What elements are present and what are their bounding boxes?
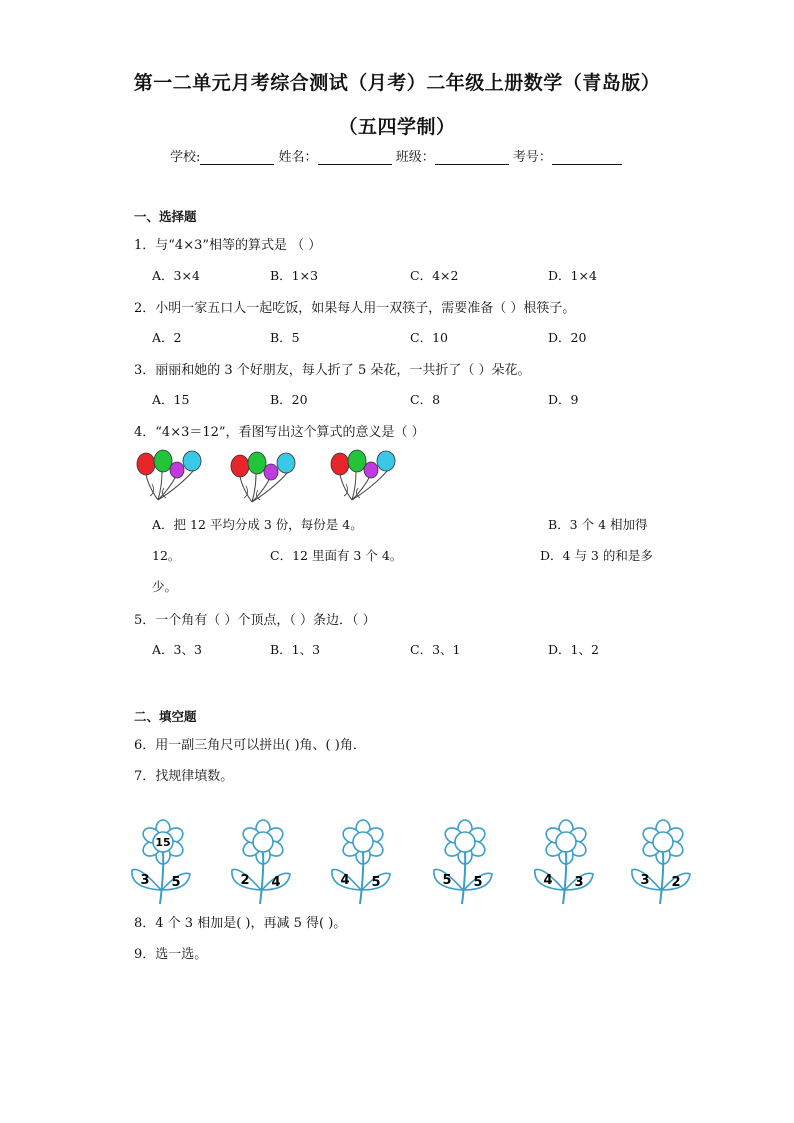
question-2: 2．小明一家五口人一起吃饭，如果每人用一双筷子，需要准备（ ）根筷子。 — [134, 301, 576, 316]
q4-option-b[interactable]: B．3 个 4 相加得 — [548, 517, 648, 532]
flower-3 — [330, 818, 392, 906]
name-label: 姓名： — [278, 150, 318, 165]
flower-6 — [630, 818, 692, 906]
q4-option-d-cont: 少。 — [152, 579, 178, 594]
flower-right-leaf-number: 5 — [371, 875, 381, 890]
exam-no-field[interactable] — [552, 150, 622, 165]
question-4: 4．“4×3＝12”，看图写出这个算式的意义是（ ） — [134, 425, 425, 440]
balloon-bunch-1 — [137, 450, 201, 500]
flower-pattern-row — [0, 818, 794, 908]
q2-option-c[interactable]: C．10 — [410, 330, 448, 345]
section-choice-heading: 一、选择题 — [134, 209, 197, 224]
question-5: 5．一个角有（ ）个顶点，（ ）条边．（ ） — [134, 613, 376, 628]
question-1: 1．与“4×3”相等的算式是 （ ） — [134, 238, 322, 253]
flower-2 — [230, 818, 292, 906]
flower-right-leaf-number: 5 — [171, 875, 181, 890]
q4-option-d[interactable]: D．4 与 3 的和是多 — [540, 548, 653, 563]
flower-left-leaf-number: 2 — [240, 873, 250, 888]
exam-no-label: 考号： — [512, 150, 552, 165]
flower-right-leaf-number: 2 — [671, 875, 681, 890]
q1-option-a[interactable]: A．3×4 — [152, 268, 200, 283]
flower-right-leaf-number: 4 — [271, 875, 281, 890]
balloon-bunches-image — [130, 446, 410, 506]
q3-option-a[interactable]: A．15 — [152, 392, 190, 407]
student-info — [170, 146, 622, 165]
flower-left-leaf-number: 3 — [640, 873, 650, 888]
q4-option-b-cont: 12。 — [152, 548, 181, 563]
q2-option-a[interactable]: A．2 — [152, 330, 182, 345]
flower-left-leaf-number: 5 — [442, 873, 452, 888]
q1-option-b[interactable]: B．1×3 — [270, 268, 319, 283]
class-field[interactable] — [435, 150, 509, 165]
class-label: 班级： — [395, 150, 435, 165]
question-6: 6．用一副三角尺可以拼出( )角、( )角． — [134, 738, 366, 753]
question-3: 3．丽丽和她的 3 个好朋友，每人折了 5 朵花，一共折了（ ）朵花。 — [134, 363, 531, 378]
q5-option-d[interactable]: D．1、2 — [548, 642, 599, 657]
q4-option-c[interactable]: C．12 里面有 3 个 4。 — [270, 548, 403, 563]
q1-option-c[interactable]: C．4×2 — [410, 268, 459, 283]
q5-option-a[interactable]: A．3、3 — [152, 642, 202, 657]
school-label: 学校: — [170, 150, 201, 165]
question-8: 8．4 个 3 相加是( )，再减 5 得( )。 — [134, 916, 347, 931]
flower-1 — [130, 818, 192, 906]
flower-right-leaf-number: 3 — [574, 875, 584, 890]
balloon-bunch-3 — [331, 450, 395, 500]
q2-option-d[interactable]: D．20 — [548, 330, 587, 345]
school-field[interactable] — [200, 150, 274, 165]
page-subtitle: （五四学制） — [338, 116, 456, 138]
q5-option-b[interactable]: B．1、3 — [270, 642, 321, 657]
q3-option-b[interactable]: B．20 — [270, 392, 308, 407]
flower-left-leaf-number: 4 — [340, 873, 350, 888]
q4-option-a[interactable]: A．把 12 平均分成 3 份，每份是 4。 — [152, 517, 363, 532]
name-field[interactable] — [318, 150, 392, 165]
q5-option-c[interactable]: C．3、1 — [410, 642, 461, 657]
question-9: 9．选一选。 — [134, 947, 208, 962]
q1-option-d[interactable]: D．1×4 — [548, 268, 597, 283]
flower-left-leaf-number: 4 — [543, 873, 553, 888]
section-fill-heading: 二、填空题 — [134, 709, 197, 724]
q3-option-c[interactable]: C．8 — [410, 392, 441, 407]
flower-right-leaf-number: 5 — [473, 875, 483, 890]
flower-left-leaf-number: 3 — [140, 873, 150, 888]
q2-option-b[interactable]: B．5 — [270, 330, 300, 345]
flower-5 — [533, 818, 595, 906]
page-title: 第一二单元月考综合测试（月考）二年级上册数学（青岛版） — [133, 72, 661, 94]
flower-center-number: 15 — [155, 836, 171, 849]
question-7: 7．找规律填数。 — [134, 769, 234, 784]
flower-4 — [432, 818, 494, 906]
q3-option-d[interactable]: D．9 — [548, 392, 579, 407]
balloon-bunch-2 — [231, 452, 295, 502]
